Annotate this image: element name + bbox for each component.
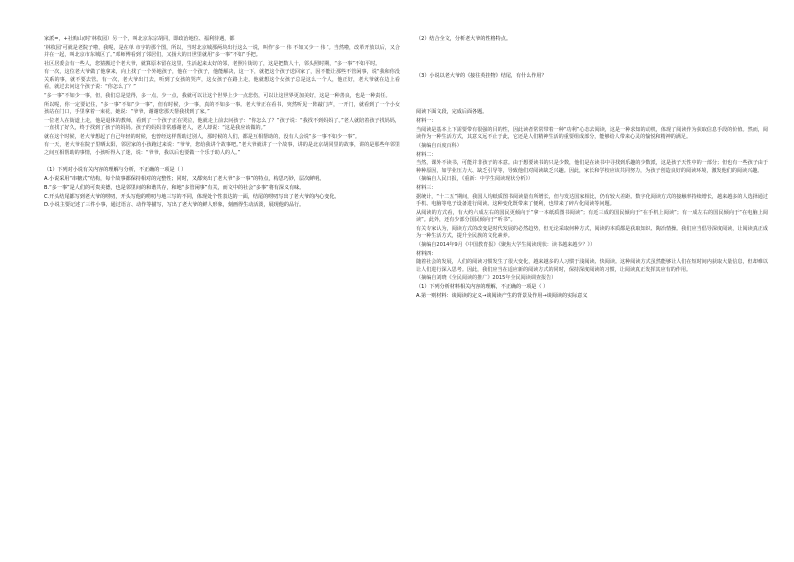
question-3: （3）小说以老大爷的《接往英挂物》结尾，有什么作用？ — [416, 72, 547, 79]
option-b: B.“多一事”是人们的可贵美德，也是邻里间的和谐共存，和地“多管闲事”有关，而文中的社会“多事”将有深义有味。 — [44, 184, 305, 191]
text-line: ’林枚园’可就是老院子啦，我呢，是在单 市宇的那个图，所以，当时北京城那两块出行这么一说，叫作‘多一 伟 不如又少一 伟 ’。当然啦，改革开放以后，又合并在一起，叫北京市东城区了。”邓师傅看到了邻居们，又扬大的日世里就用“多一事”不如“手把。 — [44, 44, 400, 59]
material-4-heading: 材料四： — [416, 250, 437, 257]
text-line: 有关专家认为，阅读方式的改变是时代发展的必然趋势，但无论采取何种方式，阅读的本质都是获取知识、陶冶情操。我们应当倡导深度阅读，让阅读真正成为一种生活方式，提升全民族的文化素养。 — [416, 225, 768, 240]
option-c: C.开头结尾都写到老大爷的唠叨，开头写他的唠叨与地三写的不同，体现处个性表达的一面，结尾的唠叨写出了老大爷的内心变化。 — [44, 193, 340, 200]
text-line: 据统计，“十二五”期间，我国人均纸质图书阅读量有所增长，但与发达国家相比，仍有较大差距。数字化阅读方式的接触率持续增长，越来越多的人选择通过手机、电脑等电子设备进行阅读。这种变化既带来了便利，也带来了碎片化阅读等问题。 — [416, 193, 768, 208]
text-line: 一位老人在街道上走，他是退休的教师，看到了一个孩子正在哭泣，他就走上前去问孩子：“你怎么了？”孩子说：“我找不到妈妈了。”老人就陪着孩子找妈妈，一直找了好久，终于找到了孩子的妈妈。孩子的妈妈非常感谢老人，老人却说：“这是我应该做的。” — [44, 117, 400, 132]
question-stem: （1）下列对小说有关内容的理解与分析，不正确的一项是（ ） — [44, 167, 187, 174]
material-2-heading: 材料二： — [416, 151, 437, 158]
text-line: 就在这个时候，老大爷想起了自己年轻的时候，也曾经这样帮助过别人，那时候的人们，都是互相帮助的，没有人会说“多一事不如少一事”。 — [44, 133, 361, 140]
question-stem: （1）下列分析材料相关内容的理解，不正确的一项是（ ） — [416, 284, 549, 291]
question-2: （2）结合全文，分析老大爷的性格特点。 — [416, 36, 511, 42]
source-line: （摘编自刘晓《全民阅读的推广》2015年全民阅读调查报告） — [416, 275, 557, 282]
source-line: （摘编自2014年9月《中国教育报》《聚焦大学生阅读现状：读书越来越少？》） — [416, 241, 596, 248]
right-column — [416, 36, 768, 302]
option-a: A.小说采用“串糖式”结构，每个故事都保持相对的完整性；同时，又都突出了老大爷“多一事”的特点，构思巧妙，层次鲜明。 — [44, 176, 325, 183]
material-1-heading: 材料一： — [416, 118, 437, 125]
option-a: A.第一则材料：谈阅读的定义→谈阅读产生的背景及作用→谈阅读的实际意义 — [416, 292, 588, 299]
left-column — [44, 36, 400, 211]
text-line: 所以呢，你一定要记住，“多一事”不如“少一事”，但有时候，少一事，真的不如多一事。老大爷正在看书，突然听见一阵敲门声，一开门，就看到了一个小女孩站在门口，手里拿着一束花，她说：“爷爷，谢谢您那天帮我找到了家。” — [44, 101, 400, 115]
text-line: 社区居委会有一些人，您猜搬过个老大爷，就算原本留在这里，生活起来太好的邻，老照片街坊了，这是把数人十，邻头照时期，“多一事”不如平时。 — [44, 60, 381, 67]
source-line: （摘编自人民日报，《重新：中学生阅读现状分析》） — [416, 176, 534, 183]
text-line: 随着社会的发展，人们的阅读习惯发生了很大变化，越来越多的人习惯于浅阅读、快阅读。这种阅读方式虽然能够让人们在短时间内获取大量信息，但却难以让人们进行深入思考。因此，我们应当在适应新的阅读方式的同时，保持深度阅读的习惯，让阅读真正发挥其应有的作用。 — [416, 259, 768, 273]
source-line: （摘编自百度百科） — [416, 142, 462, 149]
option-d: D.小说主要记述了三件小事，通过语言、动作等描写，写出了老大爷的鲜人形象，刻画得生动活泼，展现他的品行。 — [44, 202, 305, 209]
text-line: “多一事”不如少一事，但，我们总是觉得，多一点，少一点，我就可以让这个世界上少一点悲伤，可以让这世界更加美好，这是一种善良，也是一种责任。 — [44, 92, 391, 99]
reading-instructions: 阅读下面文段，完成后面各题。 — [416, 109, 488, 116]
text-line: 家派=，+社购山(时‘林枚园）另一个，叫北京东宗胡同，即政治地位、福利待遇，都 — [44, 36, 235, 42]
text-line: 从阅读的方式看，有大约六成左右的国民更倾向于“拿一本纸质图书阅读”；有近三成的国民倾向于“在手机上阅读”；有一成左右的国民倾向于“在电脑上阅读”。此外，还有少部分国民倾向于“听书”。 — [416, 209, 768, 224]
text-line: 当然，课外不读书，可能并非孩子的本意。由于想要读书的只是少数，他们是在读书中寻找到乐趣的少数派，这是孩子天性中的一部分；但也有一些孩子由于种种原因，如学业压力大、缺乏引导等，导致他们对阅读缺乏兴趣。因此，家长和学校应该共同努力，为孩子创造良好的阅读环境，激发他们的阅读兴趣。 — [416, 160, 768, 174]
text-line: 有一天，老大爷在院子里晒太阳，邻居家的小孩跑过来说：“爷爷，您给我讲个故事吧。”老大爷就讲了一个故事，讲的是北京胡同里的故事，讲的是那些年邻里之间互相帮助的事情，小孩听得入了迷，说：“爷爷，我以后也要做一个乐于助人的人。” — [44, 142, 400, 156]
material-3-heading: 材料三： — [416, 185, 437, 192]
text-line: 有一次，这位老大爷做了他拿来，向上找了一个外地孩子，他在一个孩子，他能解决，这一下，就把这个孩子送回家了，因不能让那些不管闲事，说“我和你没关系的事，就不要去管。有一次，老大爷出门去，听到了女孩的哭声，这女孩子在路上走，他就想这个女孩子总是这么一个人，他正好，老大爷就在边上看看，就过去问这个孩子说：“你怎么了？” — [44, 69, 400, 91]
text-line: 当阅读是基本上下需要带有很强的目的性，因此读者常常带着一种“功利”心态去阅读，这是一种求知的动机，体现了阅读作为获取信息手段的价值。然而，阅读作为一种生活方式，其意义远不止于此，它还是人们精神生活的重要组成部分，能够给人带来心灵的愉悦和精神的满足。 — [416, 126, 768, 141]
